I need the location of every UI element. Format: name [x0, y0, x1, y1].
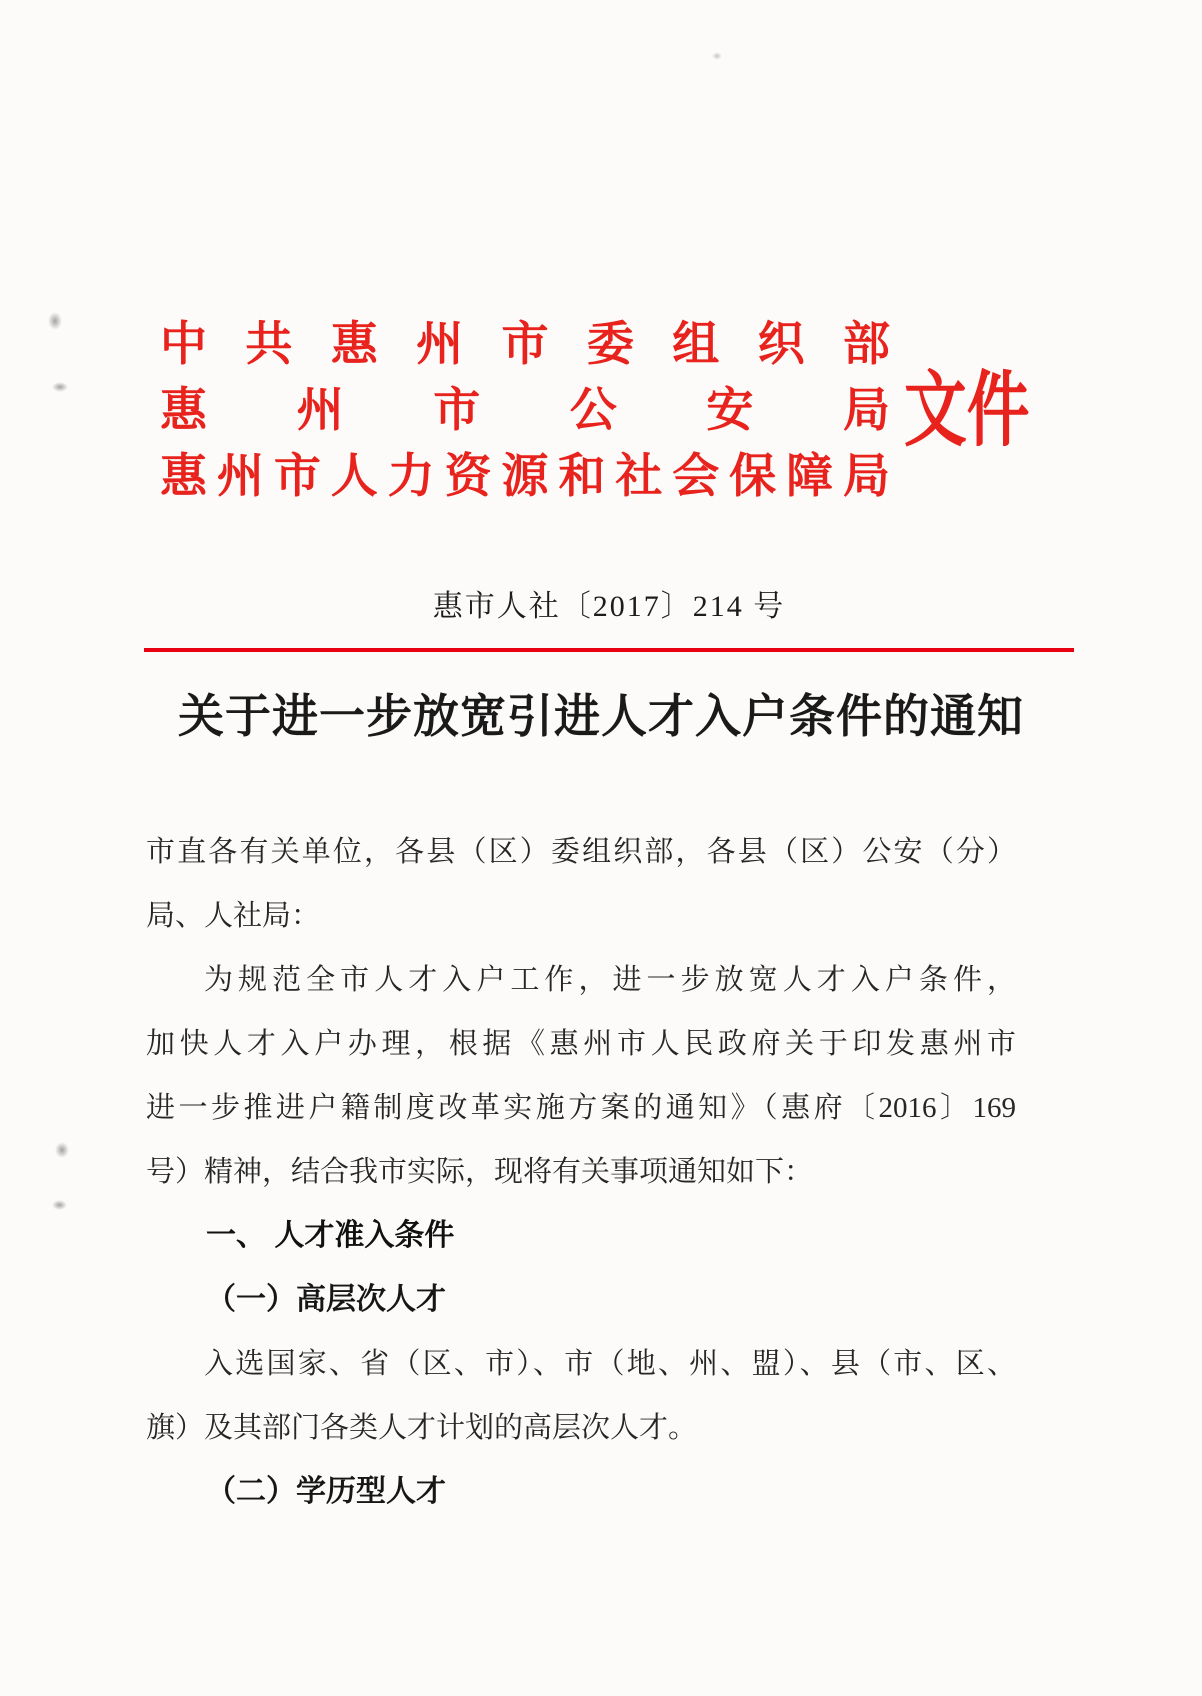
scan-artifact	[712, 52, 722, 60]
scan-artifact	[55, 1142, 69, 1158]
issuing-org-names	[160, 312, 890, 510]
letterhead	[160, 312, 1060, 510]
body-line: 旗）及其部门各类人才计划的高层次人才。	[146, 1412, 698, 1444]
salutation-line: 局、人社局：	[146, 900, 321, 932]
doc-type-label: 文件	[904, 364, 1030, 456]
body-line: 入选国家、省（区、市）、市（地、州、盟）、县（市、区、	[204, 1348, 1016, 1380]
body-line: 号）精神，结合我市实际，现将有关事项通知如下：	[146, 1156, 814, 1188]
org-name-line-2: 惠州市公安局	[160, 385, 890, 437]
document-body	[146, 820, 1016, 1524]
section-heading-1: 一、 人才准入条件	[206, 1219, 455, 1252]
page-title: 关于进一步放宽引进人才入户条件的通知	[178, 691, 1024, 742]
scan-artifact	[52, 1200, 67, 1210]
scan-artifact	[48, 312, 62, 330]
body-line: 进一步推进户籍制度改革实施方案的通知》（惠府〔2016〕169	[146, 1092, 1016, 1124]
document-number: 惠市人社〔2017〕214 号	[432, 590, 786, 623]
salutation-line: 市直各有关单位，各县（区）委组织部，各县（区）公安（分）	[146, 836, 1016, 868]
body-line: 为规范全市人才入户工作，进一步放宽人才入户条件，	[204, 964, 1016, 996]
org-name-line-3: 惠州市人力资源和社会保障局	[160, 451, 890, 503]
body-line: 加快人才入户办理，根据《惠州市人民政府关于印发惠州市	[146, 1028, 1016, 1060]
header-divider-rule	[144, 648, 1074, 652]
org-name-line-1: 中共惠州市委组织部	[160, 319, 890, 371]
scan-artifact	[52, 382, 68, 392]
subsection-heading-2: （二）学历型人才	[206, 1475, 446, 1508]
subsection-heading-1: （一）高层次人才	[206, 1283, 446, 1316]
